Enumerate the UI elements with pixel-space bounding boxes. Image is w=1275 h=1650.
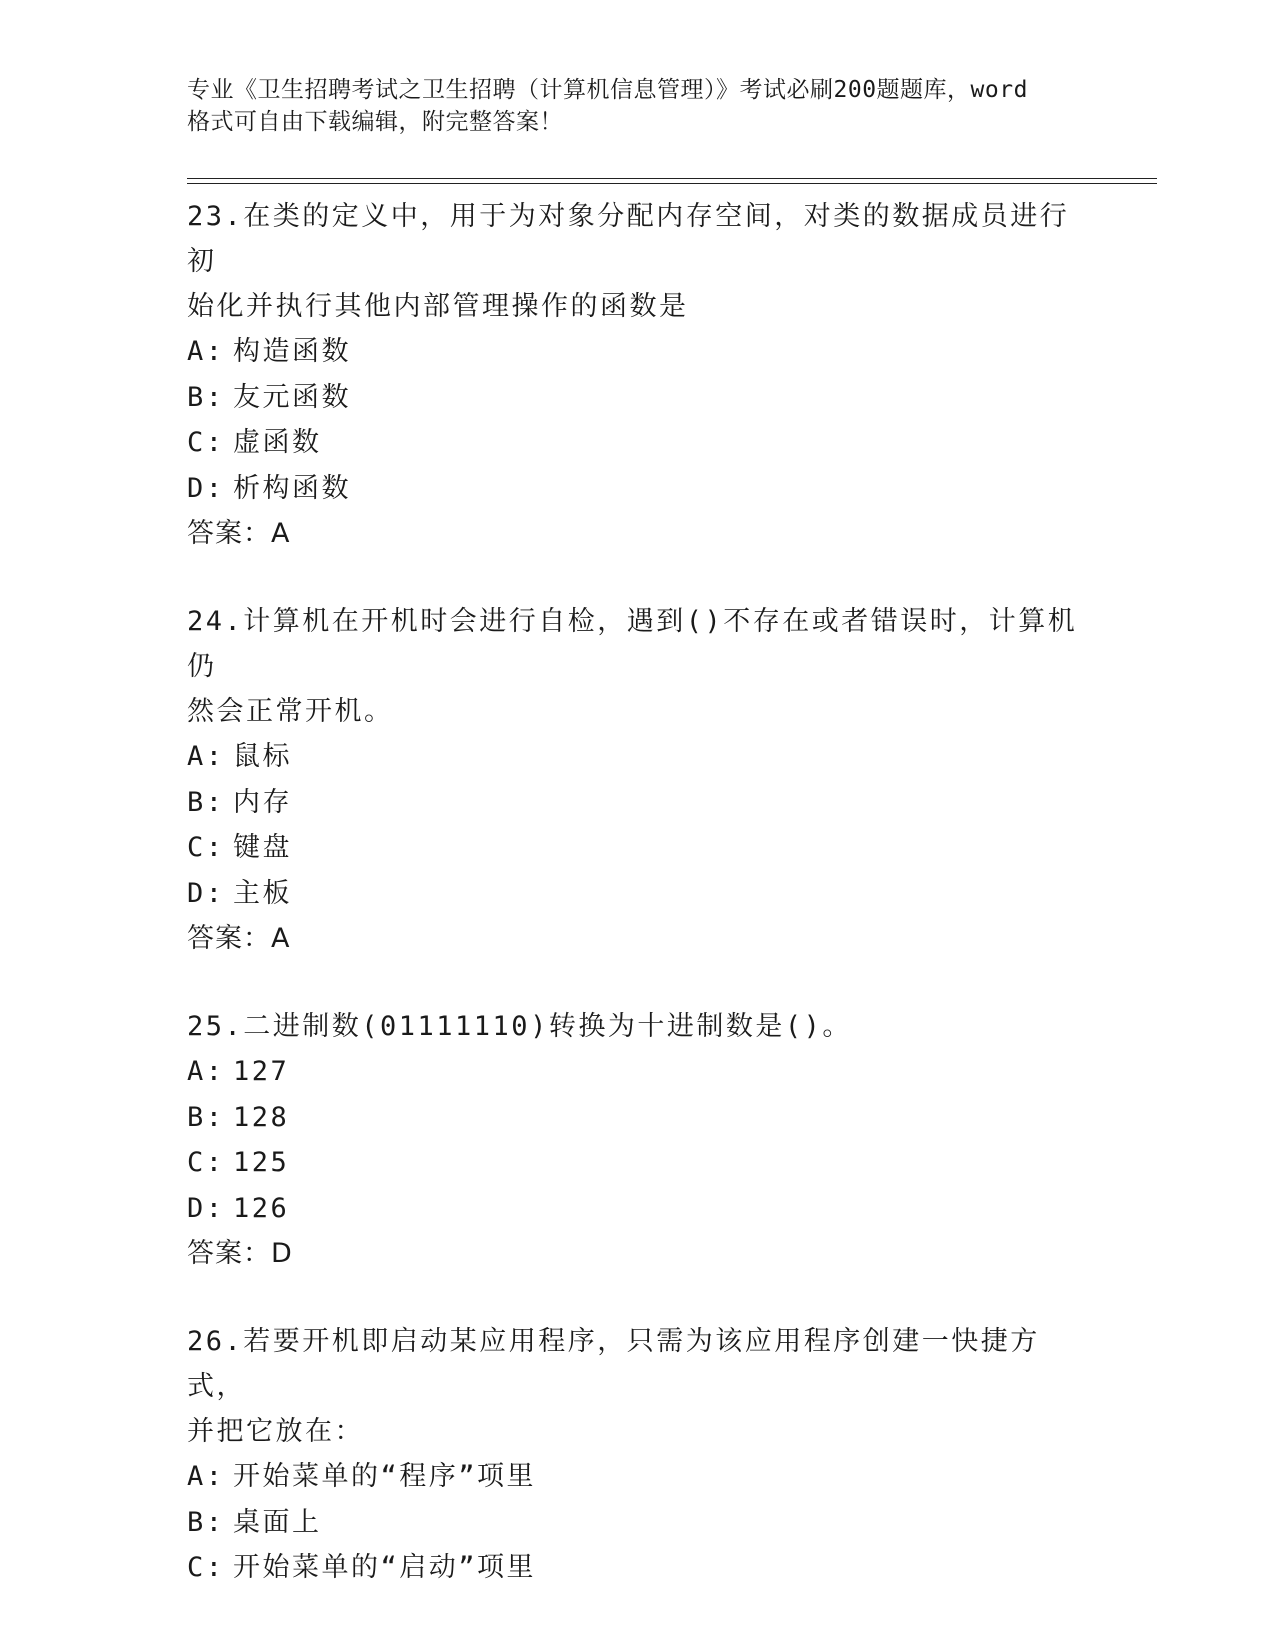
answer-option	[187, 375, 1087, 421]
answer-option	[187, 1545, 1087, 1591]
option-key: B:	[187, 1101, 225, 1133]
option-text: 鼠标	[233, 741, 292, 772]
option-key: B:	[187, 1506, 225, 1538]
option-text: 析构函数	[233, 472, 351, 504]
answer-option	[187, 871, 1087, 917]
option-key: B:	[187, 381, 225, 413]
answer-option	[187, 1186, 1087, 1232]
answer-line: 答案：A	[187, 518, 291, 549]
option-key: A:	[187, 741, 225, 772]
question-block	[187, 1319, 1087, 1591]
option-text: 126	[233, 1192, 290, 1224]
question-block	[187, 1004, 1087, 1277]
question-block	[187, 599, 1087, 962]
answer-option	[187, 825, 1087, 871]
answer-option	[187, 1095, 1087, 1141]
answer-option	[187, 466, 1087, 512]
option-key: B:	[187, 786, 225, 818]
option-text: 125	[233, 1147, 290, 1178]
option-text: 键盘	[233, 832, 292, 863]
option-text: 开始菜单的“启动”项里	[233, 1552, 537, 1583]
option-key: C:	[187, 1552, 225, 1583]
question-text: 并把它放在：	[187, 1416, 364, 1447]
option-text: 构造函数	[233, 336, 351, 367]
answer-option	[187, 780, 1087, 826]
option-text: 虚函数	[233, 427, 322, 458]
option-key: D:	[187, 472, 225, 504]
option-text: 128	[233, 1101, 290, 1133]
question-text: 25.二进制数(01111110)转换为十进制数是()。	[187, 1011, 852, 1042]
option-key: D:	[187, 1192, 225, 1224]
option-text: 桌面上	[233, 1506, 322, 1538]
answer-line: 答案：A	[187, 923, 291, 954]
question-text: 24.计算机在开机时会进行自检，遇到()不存在或者错误时，计算机仍	[187, 606, 1078, 682]
document-header	[187, 74, 1087, 138]
option-text: 主板	[233, 877, 292, 909]
question-block	[187, 194, 1087, 557]
answer-option	[187, 1500, 1087, 1546]
option-text: 内存	[233, 786, 292, 818]
answer-option	[187, 420, 1087, 466]
option-key: C:	[187, 1147, 225, 1178]
answer-line: 答案：D	[187, 1238, 293, 1269]
answer-option	[187, 1454, 1087, 1500]
header-line-2: 格式可自由下载编辑，附完整答案！	[187, 109, 563, 135]
option-key: D:	[187, 877, 225, 909]
option-text: 127	[233, 1056, 290, 1087]
option-text: 开始菜单的“程序”项里	[233, 1461, 537, 1492]
question-text: 26.若要开机即启动某应用程序，只需为该应用程序创建一快捷方式，	[187, 1326, 1040, 1402]
question-text: 23.在类的定义中，用于为对象分配内存空间，对类的数据成员进行初	[187, 201, 1070, 277]
option-key: A:	[187, 336, 225, 367]
answer-option	[187, 1140, 1087, 1186]
question-list	[187, 194, 1087, 1633]
option-key: C:	[187, 832, 225, 863]
answer-option	[187, 1049, 1087, 1095]
option-key: A:	[187, 1056, 225, 1087]
option-key: C:	[187, 427, 225, 458]
option-key: A:	[187, 1461, 225, 1492]
header-line-1: 专业《卫生招聘考试之卫生招聘（计算机信息管理）》考试必刷200题题库，word	[187, 77, 1028, 103]
answer-option	[187, 734, 1087, 780]
answer-option	[187, 329, 1087, 375]
header-divider-bottom	[187, 183, 1157, 184]
option-text: 友元函数	[233, 381, 351, 413]
question-text: 然会正常开机。	[187, 696, 394, 727]
question-text: 始化并执行其他内部管理操作的函数是	[187, 291, 689, 322]
header-divider-top	[187, 178, 1157, 179]
